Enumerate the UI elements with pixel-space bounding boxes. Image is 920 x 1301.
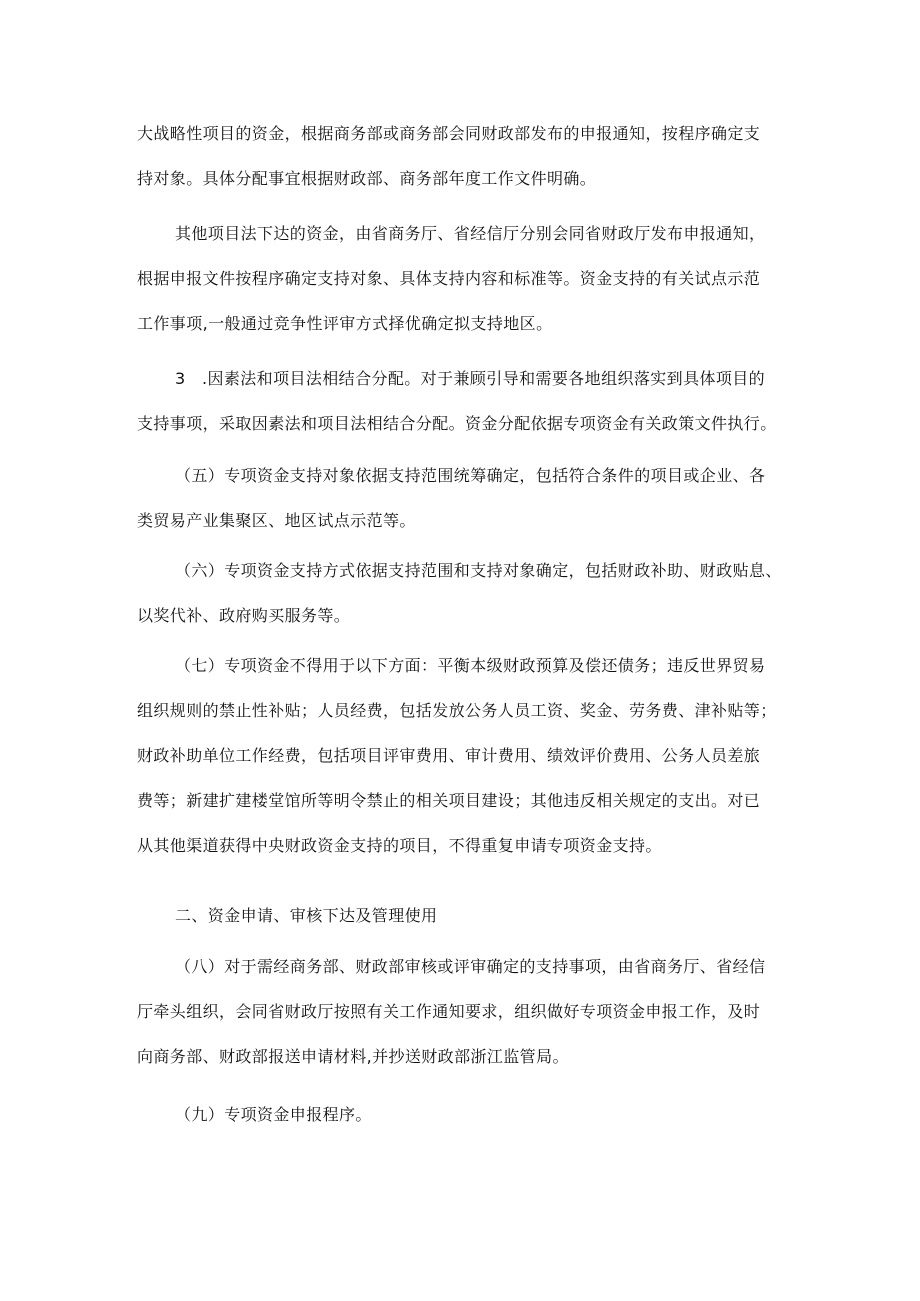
text-line: 3 .因素法和项目法相结合分配。对于兼顾引导和需要各地组织落实到具体项目的 xyxy=(175,369,766,388)
text-line: 支持事项，采取因素法和项目法相结合分配。资金分配依据专项资金有关政策文件执行。 xyxy=(137,414,777,433)
paragraph-item-7 xyxy=(137,643,797,868)
text-line: 以奖代补、政府购买服务等。 xyxy=(137,606,351,625)
paragraph-item-8 xyxy=(137,944,797,1079)
paragraph-item-9 xyxy=(137,1092,797,1137)
paragraph-item-6 xyxy=(137,548,797,638)
text-line: 类贸易产业集聚区、地区试点示范等。 xyxy=(137,511,416,530)
paragraph-other-project-funds xyxy=(137,211,797,346)
text-line: 向商务部、财政部报送申请材料,并抄送财政部浙江监管局。 xyxy=(137,1047,569,1066)
text-line: 财政补助单位工作经费，包括项目评审费用、审计费用、绩效评价费用、公务人员差旅 xyxy=(137,746,761,765)
text-line: 大战略性项目的资金，根据商务部或商务部会同财政部发布的申报通知，按程序确定支 xyxy=(137,124,761,143)
text-line: 厅牵头组织，会同省财政厅按照有关工作通知要求，组织做好专项资金申报工作，及时 xyxy=(137,1002,761,1021)
text-line: （七）专项资金不得用于以下方面：平衡本级财政预算及偿还债务；违反世界贸易 xyxy=(175,656,766,675)
text-line: （六）专项资金支持方式依据支持范围和支持对象确定，包括财政补助、财政贴息、 xyxy=(175,561,782,580)
section-heading-2 xyxy=(137,893,797,938)
text-line: 根据申报文件按程序确定支持对象、具体支持内容和标准等。资金支持的有关试点示范 xyxy=(137,269,761,288)
section-heading: 二、资金申请、审核下达及管理使用 xyxy=(175,906,438,925)
text-line: （九）专项资金申报程序。 xyxy=(175,1105,372,1124)
text-line: 组织规则的禁止性补贴；人员经费，包括发放公务人员工资、奖金、劳务费、津补贴等； xyxy=(137,701,777,720)
paragraph-item-5 xyxy=(137,453,797,543)
text-line: （八）对于需经商务部、财政部审核或评审确定的支持事项，由省商务厅、省经信 xyxy=(175,957,766,976)
text-line: 从其他渠道获得中央财政资金支持的项目，不得重复申请专项资金支持。 xyxy=(137,836,662,855)
text-line: （五）专项资金支持对象依据支持范围统筹确定，包括符合条件的项目或企业、各 xyxy=(175,466,766,485)
text-line: 工作事项,一般通过竞争性评审方式择优确定拟支持地区。 xyxy=(137,314,553,333)
text-line: 持对象。具体分配事宜根据财政部、商务部年度工作文件明确。 xyxy=(137,169,597,188)
text-line: 其他项目法下达的资金，由省商务厅、省经信厅分别会同省财政厅发布申报通知， xyxy=(175,224,766,243)
text-line: 费等；新建扩建楼堂馆所等明令禁止的相关项目建设；其他违反相关规定的支出。对已 xyxy=(137,791,761,810)
paragraph-item-3 xyxy=(137,356,797,446)
paragraph-strategic-projects xyxy=(137,111,797,201)
